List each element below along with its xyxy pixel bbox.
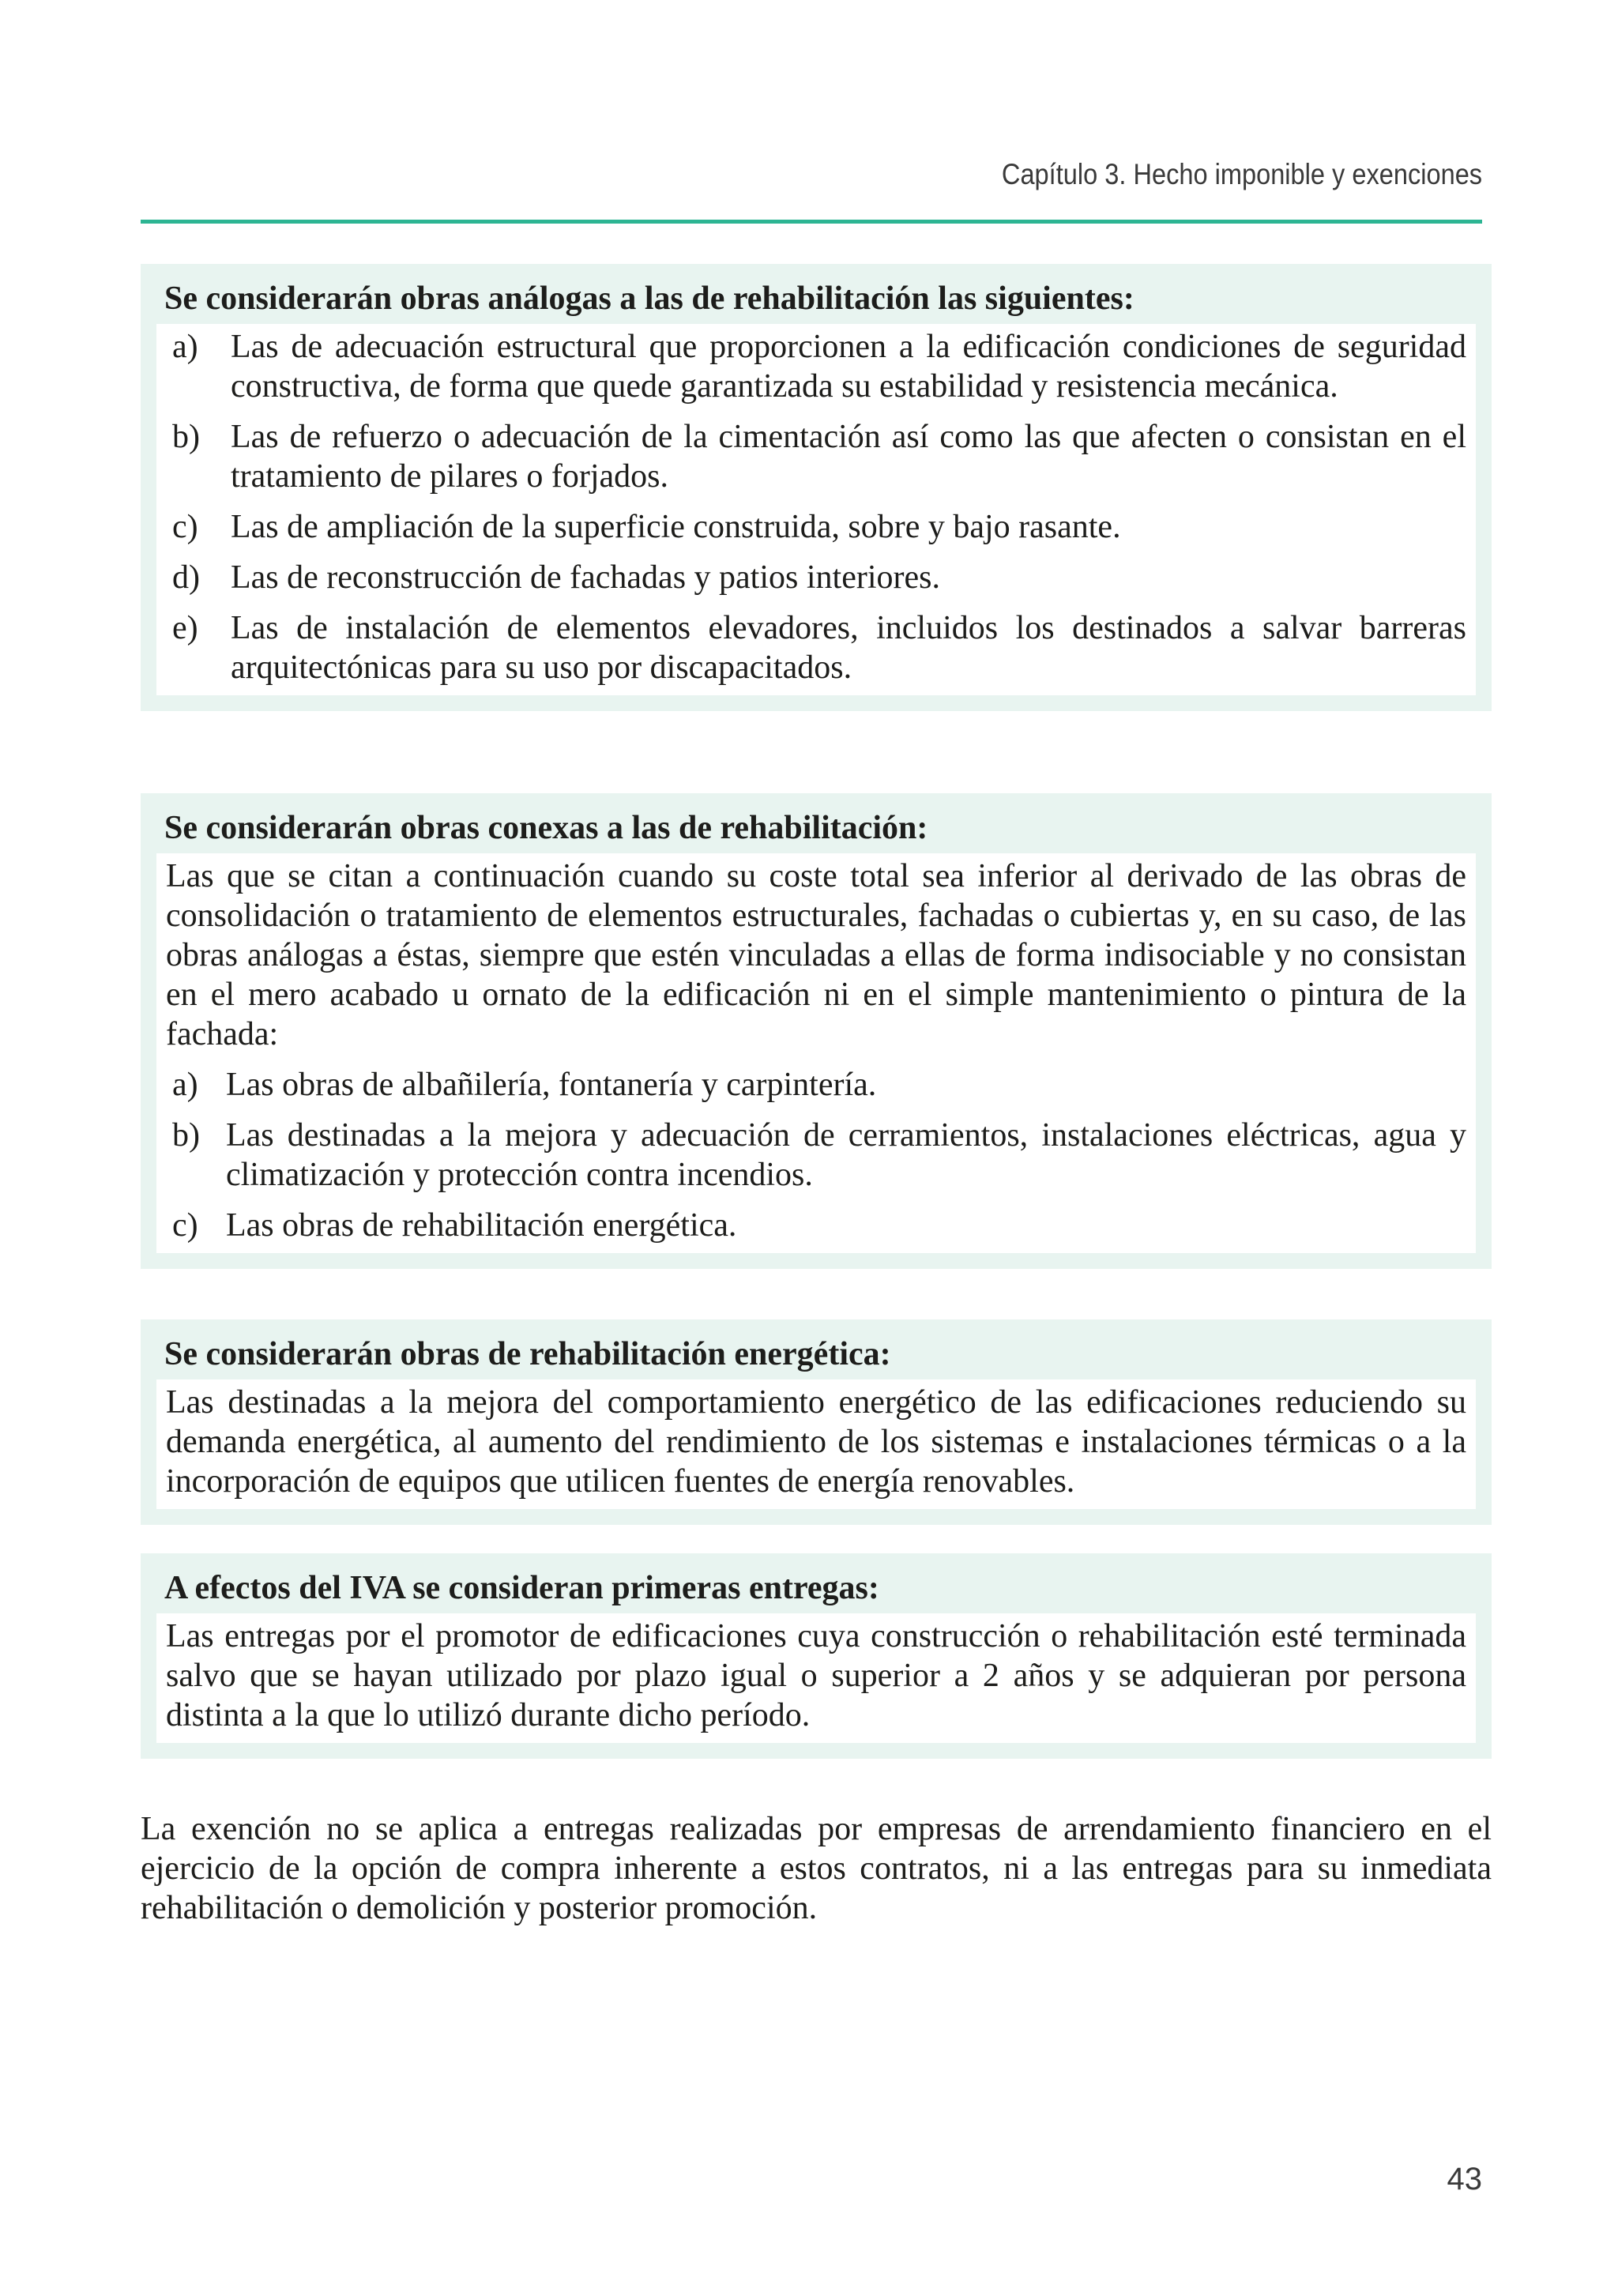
list-item — [166, 507, 1466, 547]
item-text: Las de instalación de elementos elevadores, incluidos los destinados a salvar barreras arquitectónicas para su uso por discapacitados. — [231, 610, 1466, 686]
header-rule — [141, 220, 1482, 224]
box-title: A efectos del IVA se consideran primeras entregas: — [164, 1570, 879, 1606]
box-body: Las destinadas a la mejora del comportamiento energético de las edificaciones reduciendo su demanda energética, al aumento del rendimiento de los sistemas e instalaciones térmicas o a la incorporación de equipos que utilicen fuentes de energía renovables. — [156, 1379, 1476, 1509]
list-item — [166, 327, 1466, 406]
item-letter: e) — [172, 610, 198, 646]
box-energy-rehabilitation — [141, 1319, 1492, 1525]
item-letter: d) — [172, 559, 200, 596]
box-title: Se considerarán obras análogas a las de rehabilitación las siguientes: — [164, 280, 1134, 317]
box-body: Las entregas por el promotor de edificaciones cuya construcción o rehabilitación esté terminada salvo que se hayan utilizado por plazo igual o superior a 2 años y se adquieran por persona distinta a la que lo utilizó durante dicho período. — [156, 1613, 1476, 1743]
item-letter: c) — [172, 1207, 198, 1244]
item-letter: c) — [172, 509, 198, 545]
box-intro: Las que se citan a continuación cuando su coste total sea inferior al derivado de las obras de consolidación o tratamiento de elementos estructurales, fachadas o cubiertas y, en su caso, de las obras análogas a éstas, siempre que estén vinculadas a ellas de forma indisociable y no consistan en el mero acabado u ornato de la edificación ni en el simple mantenimiento o pintura de la fachada: — [166, 858, 1466, 1052]
item-letter: a) — [172, 1067, 198, 1103]
box-related-works — [141, 793, 1492, 1269]
closing-paragraph: La exención no se aplica a entregas realizadas por empresas de arrendamiento financiero en el ejercicio de la opción de compra inherente a estos contratos, ni a las entregas para su inmediata rehabilitación o demolición y posterior promoción. — [141, 1811, 1492, 1926]
item-letter: a) — [172, 329, 198, 365]
page-number: 43 — [1447, 2162, 1482, 2196]
box-body — [156, 324, 1476, 695]
item-text: Las obras de rehabilitación energética. — [226, 1207, 737, 1244]
item-text: Las de ampliación de la superficie construida, sobre y bajo rasante. — [231, 509, 1121, 545]
list-item — [166, 1206, 1466, 1245]
item-text: Las de refuerzo o adecuación de la cimentación así como las que afecten o consistan en el tratamiento de pilares o forjados. — [231, 419, 1466, 495]
list-item — [166, 1065, 1466, 1105]
list-item — [166, 558, 1466, 597]
item-text: Las obras de albañilería, fontanería y carpintería. — [226, 1067, 877, 1103]
list-item — [166, 608, 1466, 687]
item-list — [166, 1065, 1466, 1245]
box-analogous-works — [141, 264, 1492, 711]
item-text: Las destinadas a la mejora y adecuación de cerramientos, instalaciones eléctricas, agua y climatización y protección contra incendios. — [226, 1117, 1466, 1193]
box-title: Se considerarán obras conexas a las de rehabilitación: — [164, 810, 928, 846]
item-text: Las de adecuación estructural que proporcionen a la edificación condiciones de seguridad constructiva, de forma que quede garantizada su estabilidad y resistencia mecánica. — [231, 329, 1466, 405]
item-list — [166, 327, 1466, 687]
box-body — [156, 853, 1476, 1253]
item-letter: b) — [172, 1117, 200, 1154]
item-text: Las de reconstrucción de fachadas y patios interiores. — [231, 559, 940, 596]
box-first-deliveries — [141, 1553, 1492, 1759]
item-letter: b) — [172, 419, 200, 455]
box-title: Se considerarán obras de rehabilitación energética: — [164, 1336, 891, 1372]
list-item — [166, 1116, 1466, 1195]
chapter-header: Capítulo 3. Hecho imponible y exenciones — [1001, 158, 1482, 190]
list-item — [166, 417, 1466, 496]
